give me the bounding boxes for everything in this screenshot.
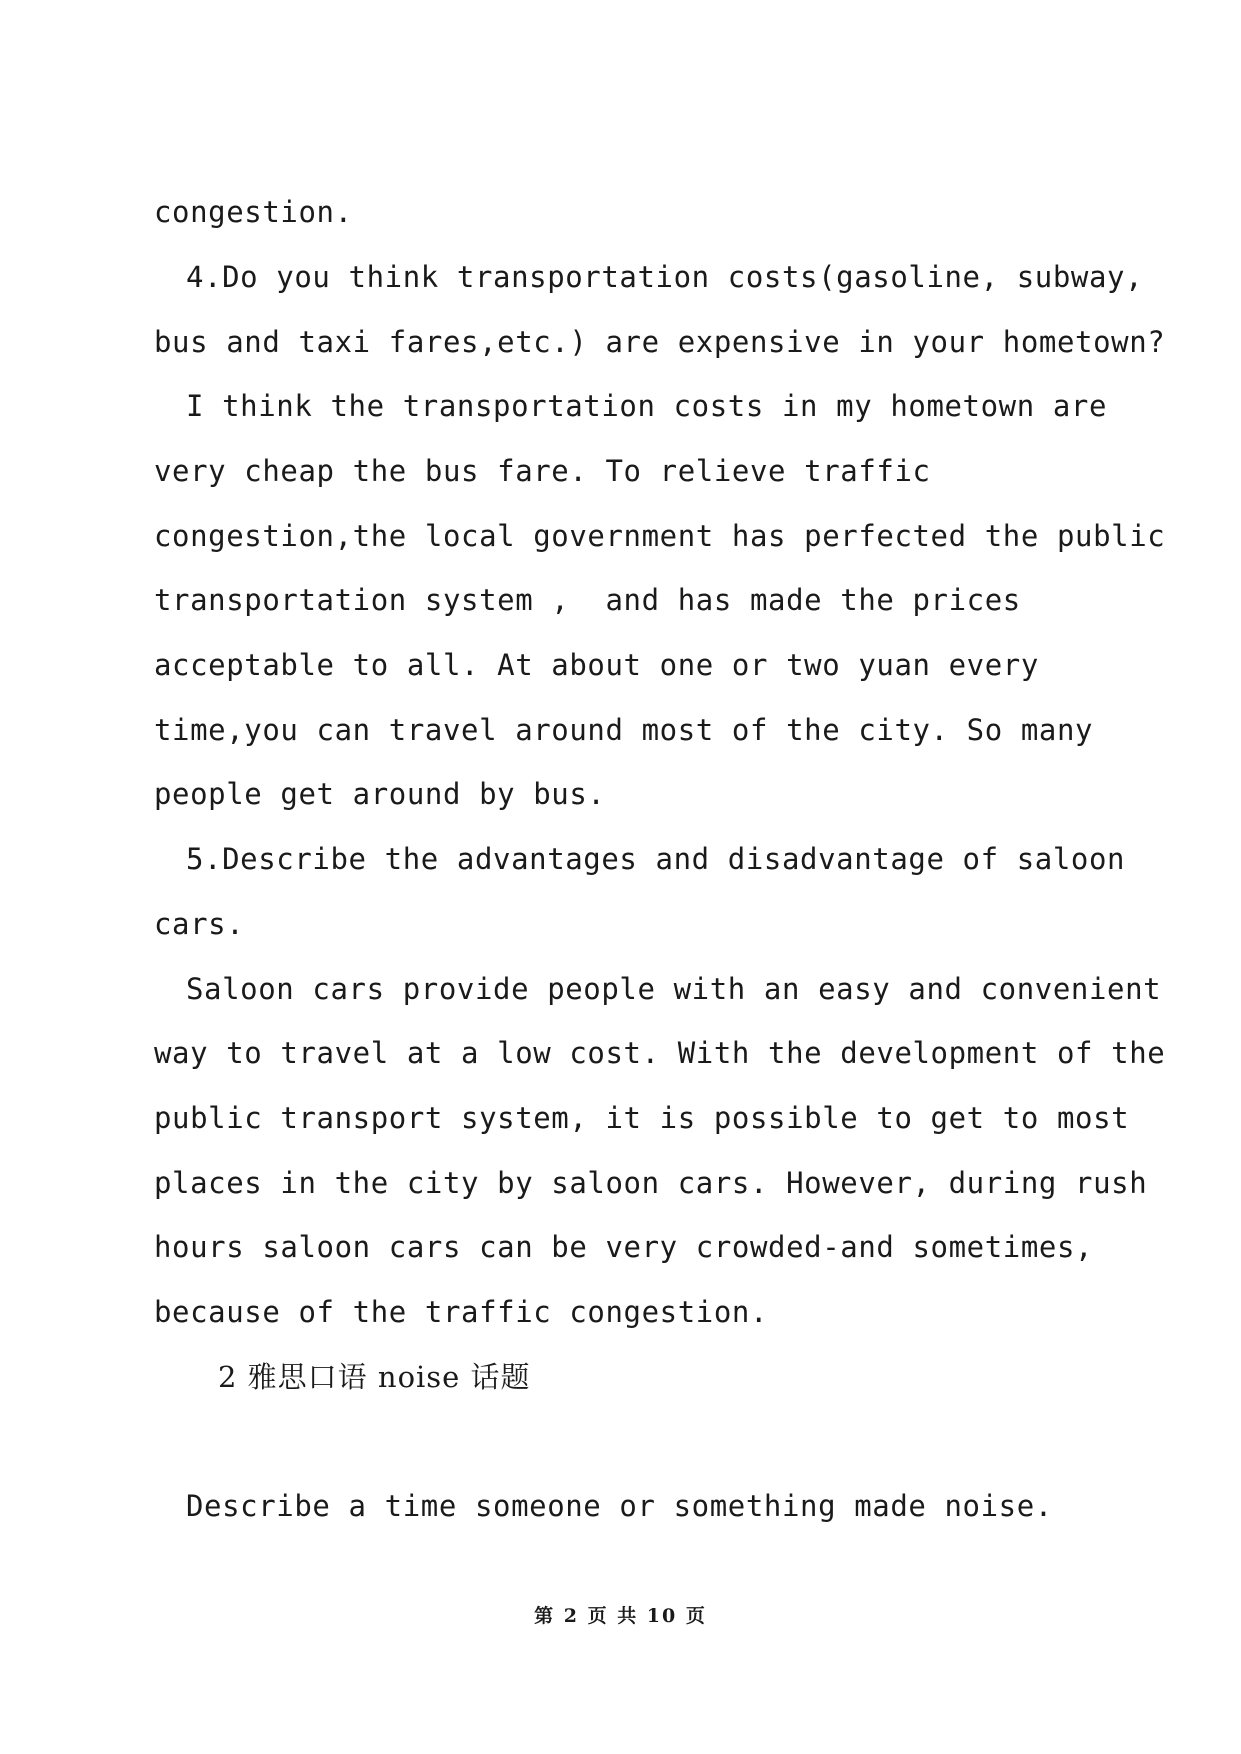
question-4: 4.Do you think transportation costs(gasoline, subway, bbox=[186, 260, 1144, 294]
text-line: congestion. bbox=[154, 195, 353, 229]
text-line: transportation system , and has made the prices bbox=[154, 583, 1021, 617]
text-line: bus and taxi fares,etc.) are expensive in your hometown? bbox=[154, 325, 1166, 359]
page-number-footer: 第 2 页 共 10 页 bbox=[534, 1605, 707, 1627]
section-heading: 2 雅思口语 noise 话题 bbox=[218, 1360, 531, 1394]
text-line: acceptable to all. At about one or two yuan every bbox=[154, 648, 1039, 682]
question-5: 5.Describe the advantages and disadvantage of saloon bbox=[186, 842, 1126, 876]
answer-4: I think the transportation costs in my hometown are bbox=[186, 389, 1108, 423]
text-line: hours saloon cars can be very crowded-and sometimes, bbox=[154, 1230, 1094, 1264]
text-line: very cheap the bus fare. To relieve traffic bbox=[154, 454, 931, 488]
text-line: public transport system, it is possible to get to most bbox=[154, 1101, 1130, 1135]
text-line: time,you can travel around most of the city. So many bbox=[154, 713, 1094, 747]
answer-5: Saloon cars provide people with an easy and convenient bbox=[186, 972, 1162, 1006]
text-line: way to travel at a low cost. With the development of the bbox=[154, 1036, 1166, 1070]
text-line: places in the city by saloon cars. However, during rush bbox=[154, 1166, 1148, 1200]
text-line: people get around by bus. bbox=[154, 777, 606, 811]
text-line: congestion,the local government has perfected the public bbox=[154, 519, 1166, 553]
topic-prompt: Describe a time someone or something made noise. bbox=[186, 1489, 1053, 1523]
text-line: because of the traffic congestion. bbox=[154, 1295, 769, 1329]
text-line: cars. bbox=[154, 907, 245, 941]
